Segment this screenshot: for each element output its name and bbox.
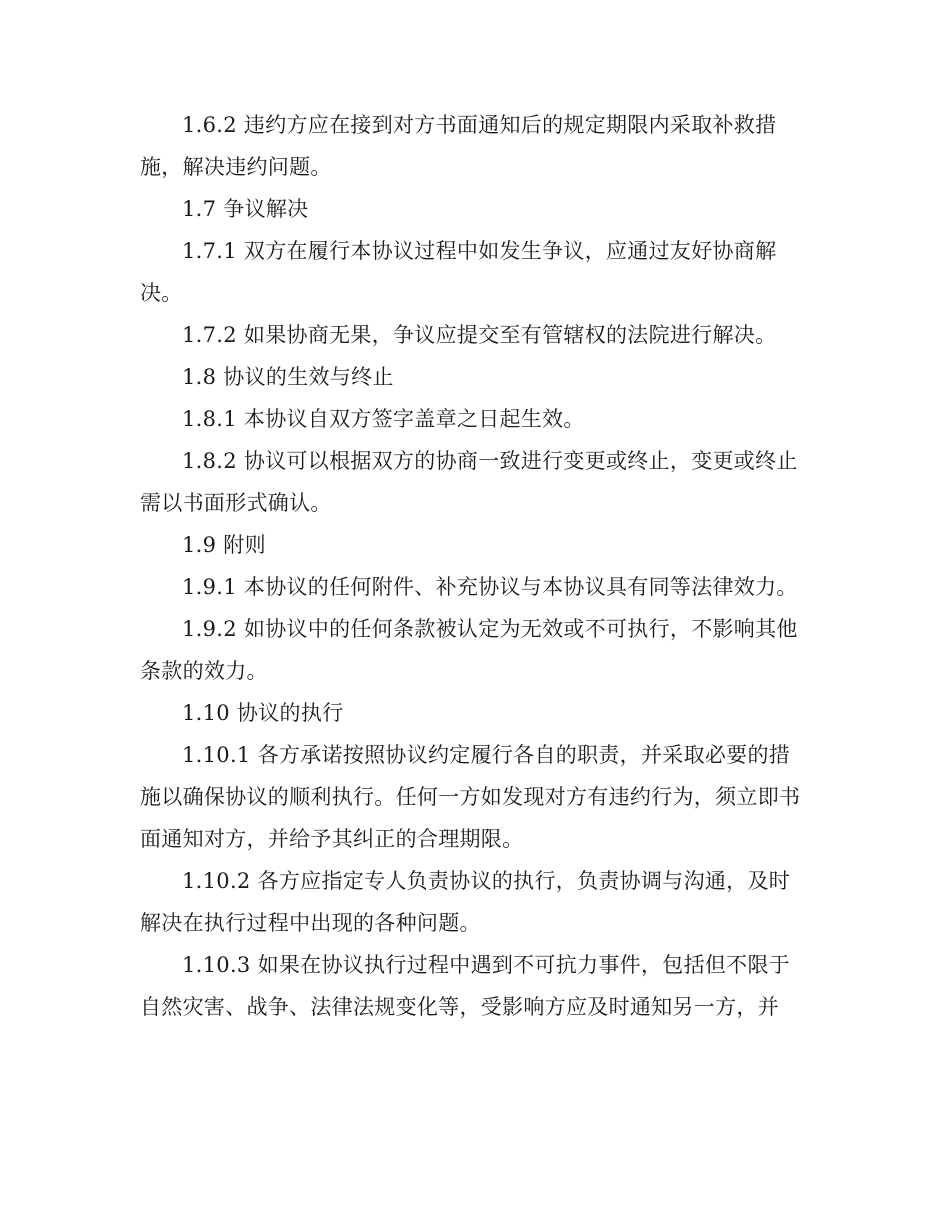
- section-heading-1-7: 1.7 争议解决: [182, 197, 309, 221]
- section-heading-1-8: 1.8 协议的生效与终止: [182, 365, 394, 389]
- clause-1-6-2: 1.6.2 违约方应在接到对方书面通知后的规定期限内采取补救措施，解决违约问题。: [140, 113, 777, 179]
- clause-1-7-1: 1.7.1 双方在履行本协议过程中如发生争议，应通过友好协商解决。: [140, 239, 777, 305]
- clause-1-8-2: 1.8.2 协议可以根据双方的协商一致进行变更或终止，变更或终止需以书面形式确认。: [140, 449, 798, 515]
- clause-1-7-2: 1.7.2 如果协商无果，争议应提交至有管辖权的法院进行解决。: [182, 323, 777, 347]
- clause-1-10-2: 1.10.2 各方应指定专人负责协议的执行，负责协调与沟通，及时解决在执行过程中出现的各种问题。: [140, 869, 791, 935]
- document-body: [140, 104, 810, 1028]
- clause-1-10-1: 1.10.1 各方承诺按照协议约定履行各自的职责，并采取必要的措施以确保协议的顺利执行。任何一方如发现对方有违约行为，须立即书面通知对方，并给予其纠正的合理期限。: [140, 743, 801, 851]
- clause-1-10-3: 1.10.3 如果在协议执行过程中遇到不可抗力事件，包括但不限于自然灾害、战争、法律法规变化等，受影响方应及时通知另一方，并: [140, 953, 791, 1019]
- section-heading-1-9: 1.9 附则: [182, 533, 266, 557]
- clause-1-9-1: 1.9.1 本协议的任何附件、补充协议与本协议具有同等法律效力。: [182, 575, 798, 599]
- clause-1-9-2: 1.9.2 如协议中的任何条款被认定为无效或不可执行，不影响其他条款的效力。: [140, 617, 798, 683]
- section-heading-1-10: 1.10 协议的执行: [182, 701, 344, 725]
- clause-1-8-1: 1.8.1 本协议自双方签字盖章之日起生效。: [182, 407, 585, 431]
